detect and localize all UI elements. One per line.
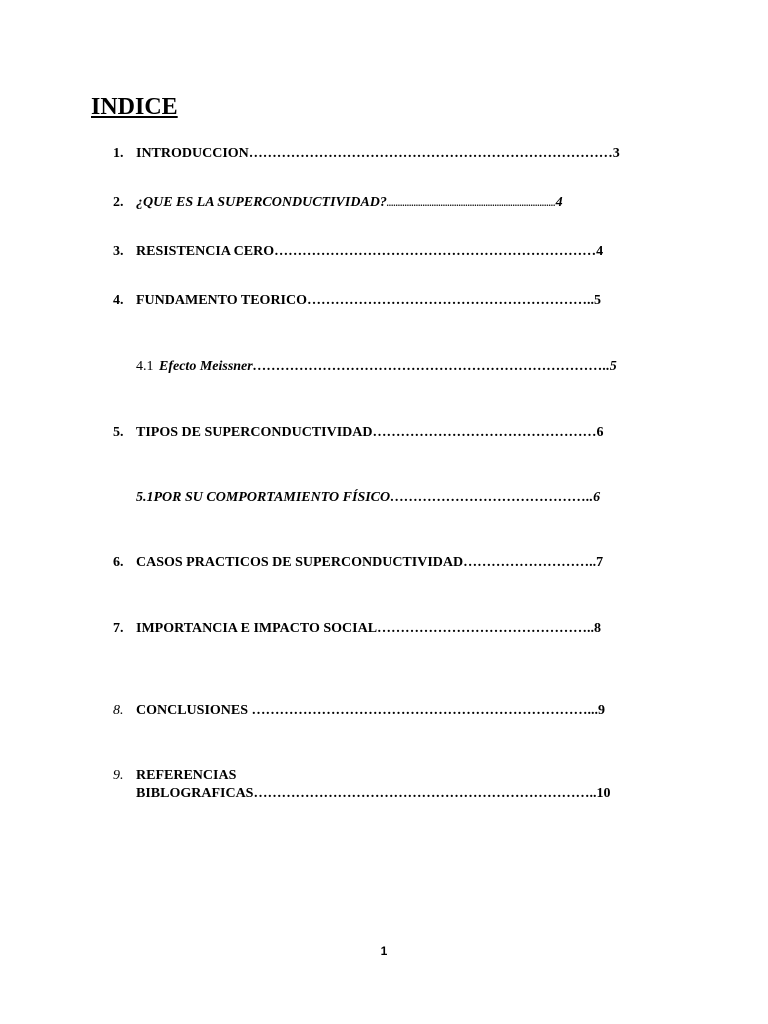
page-number: 1 [380, 944, 388, 958]
toc-entry-text: FUNDAMENTO TEORICO……………………………………………………..5 [136, 293, 602, 308]
toc-entry-number: 7. [113, 621, 124, 636]
toc-entry-text: 5.1POR SU COMPORTAMIENTO FÍSICO……………………………………..6 [136, 490, 601, 505]
toc-entry-number: 5. [113, 425, 124, 440]
toc-entry-text-wrap [136, 194, 563, 212]
page-title: INDICE [91, 94, 178, 120]
toc-entry-number: 9. [113, 768, 124, 783]
toc-entry-text: ¿QUE ES LA SUPERCONDUCTIVIDAD? [136, 195, 387, 210]
toc-entry-text: Efecto Meissner…………………………………………………………………..5 [159, 359, 617, 374]
toc-entry-text-line2: BIBLOGRAFICAS………………………………………………………………..10 [136, 786, 611, 801]
toc-entry-number: 1. [113, 146, 124, 161]
toc-entry-number: 3. [113, 244, 124, 259]
toc-entry-page: 4 [555, 195, 563, 210]
toc-entry-text: RESISTENCIA CERO……………………………………………………………4 [136, 244, 604, 259]
toc-entry-text: IMPORTANCIA E IMPACTO SOCIAL………………………………………..8 [136, 621, 602, 636]
toc-entry-number: 4. [113, 293, 124, 308]
toc-entry-number: 2. [113, 195, 124, 210]
toc-entry-text: TIPOS DE SUPERCONDUCTIVIDAD…………………………………………6 [136, 425, 604, 440]
toc-entry-number: 4.1 [136, 359, 154, 374]
toc-entry-dots: ........................................................................... [386, 198, 556, 208]
toc-entry-text-line1: REFERENCIAS [136, 768, 237, 783]
toc-entry-text: CASOS PRACTICOS DE SUPERCONDUCTIVIDAD………………………..7 [136, 555, 604, 570]
toc-entry-text: INTRODUCCION……………………………………………………………………3 [136, 146, 620, 161]
toc-entry-text: CONCLUSIONES ………………………………………………………………...9 [136, 703, 606, 718]
toc-entry-number: 8. [113, 703, 124, 718]
toc-entry-number: 6. [113, 555, 124, 570]
